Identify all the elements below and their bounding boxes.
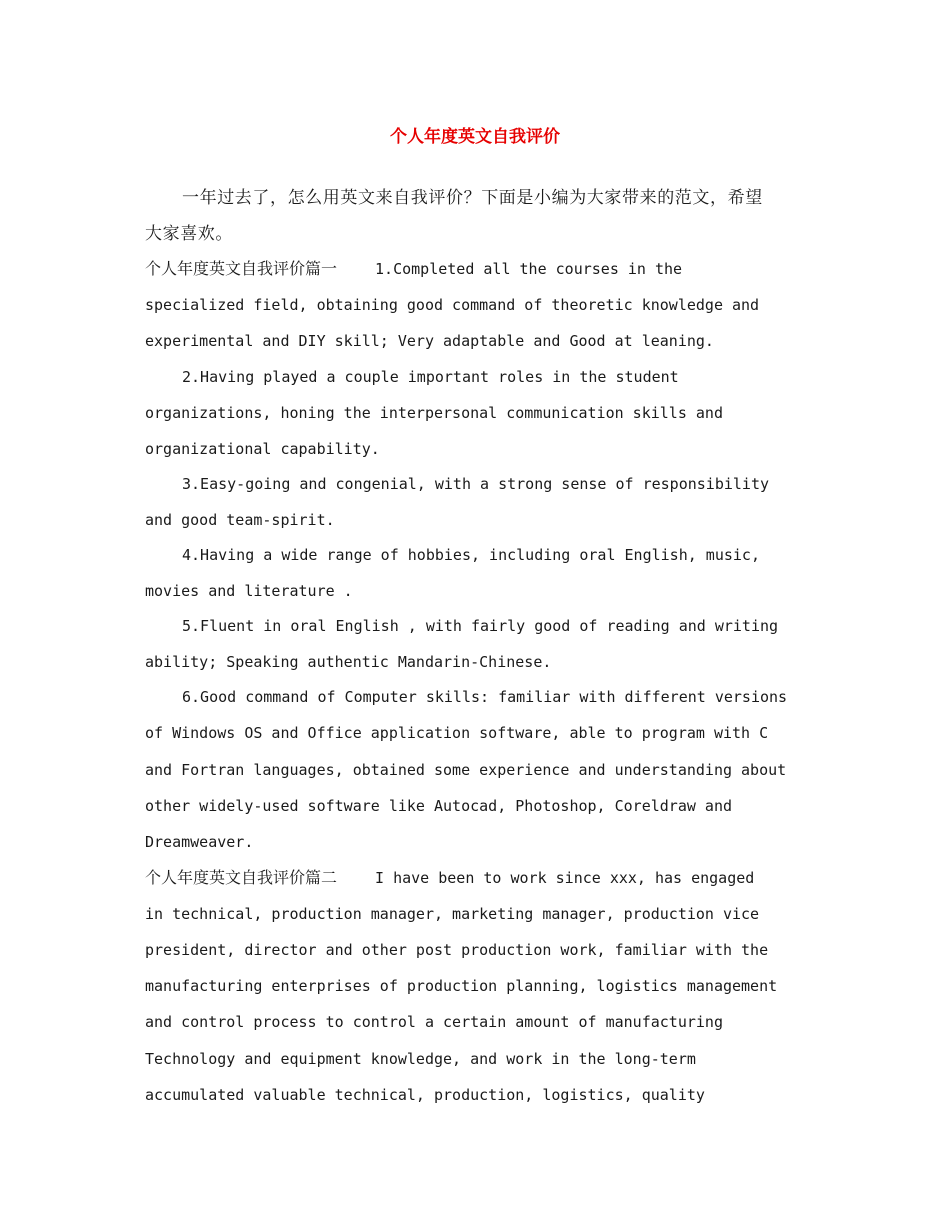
- section2-heading: 个人年度英文自我评价篇二: [145, 868, 338, 887]
- section1-item1-line-2: specialized field, obtaining good command of theoretic knowledge and: [145, 296, 760, 314]
- section1-item1-line-1: 1.Completed all the courses in the: [375, 260, 683, 278]
- section2-line-6: Technology and equipment knowledge, and work in the long-term: [145, 1050, 696, 1068]
- section1-item4-line-1: 4.Having a wide range of hobbies, including oral English, music,: [182, 546, 760, 564]
- section1-item6-line-3: and Fortran languages, obtained some experience and understanding about: [145, 761, 787, 779]
- section2-first-line: [145, 863, 754, 893]
- section1-item3-line-1: 3.Easy-going and congenial, with a strong sense of responsibility: [182, 475, 769, 493]
- section2-line-5: and control process to control a certain amount of manufacturing: [145, 1013, 723, 1031]
- intro-line-1: 一年过去了，怎么用英文来自我评价？下面是小编为大家带来的范文，希望: [182, 188, 763, 208]
- section1-item6-line-5: Dreamweaver.: [145, 833, 254, 851]
- section2-line-2: in technical, production manager, marketing manager, production vice: [145, 905, 760, 923]
- section1-first-line: [145, 254, 682, 284]
- section1-item6-line-4: other widely-used software like Autocad, Photoshop, Coreldraw and: [145, 797, 732, 815]
- section1-item5-line-1: 5.Fluent in oral English , with fairly good of reading and writing: [182, 617, 779, 635]
- section1-heading: 个人年度英文自我评价篇一: [145, 259, 338, 278]
- section2-line-3: president, director and other post production work, familiar with the: [145, 941, 769, 959]
- section1-item2-line-3: organizational capability.: [145, 440, 380, 458]
- section1-item2-line-2: organizations, honing the interpersonal communication skills and: [145, 404, 723, 422]
- section1-item6-line-2: of Windows OS and Office application software, able to program with C: [145, 724, 769, 742]
- section1-item5-line-2: ability; Speaking authentic Mandarin-Chinese.: [145, 653, 552, 671]
- intro-line-2: 大家喜欢。: [145, 224, 233, 244]
- section2-line-7: accumulated valuable technical, production, logistics, quality: [145, 1086, 705, 1104]
- section1-item1-line-3: experimental and DIY skill; Very adaptable and Good at leaning.: [145, 332, 714, 350]
- section1-item4-line-2: movies and literature .: [145, 582, 353, 600]
- section1-item6-line-1: 6.Good command of Computer skills: familiar with different versions: [182, 688, 788, 706]
- document-title: 个人年度英文自我评价: [390, 127, 560, 147]
- section2-line-1: I have been to work since xxx, has engaged: [375, 869, 755, 887]
- section2-line-4: manufacturing enterprises of production planning, logistics management: [145, 977, 778, 995]
- section1-item3-line-2: and good team-spirit.: [145, 511, 335, 529]
- section1-item2-line-1: 2.Having played a couple important roles in the student: [182, 368, 679, 386]
